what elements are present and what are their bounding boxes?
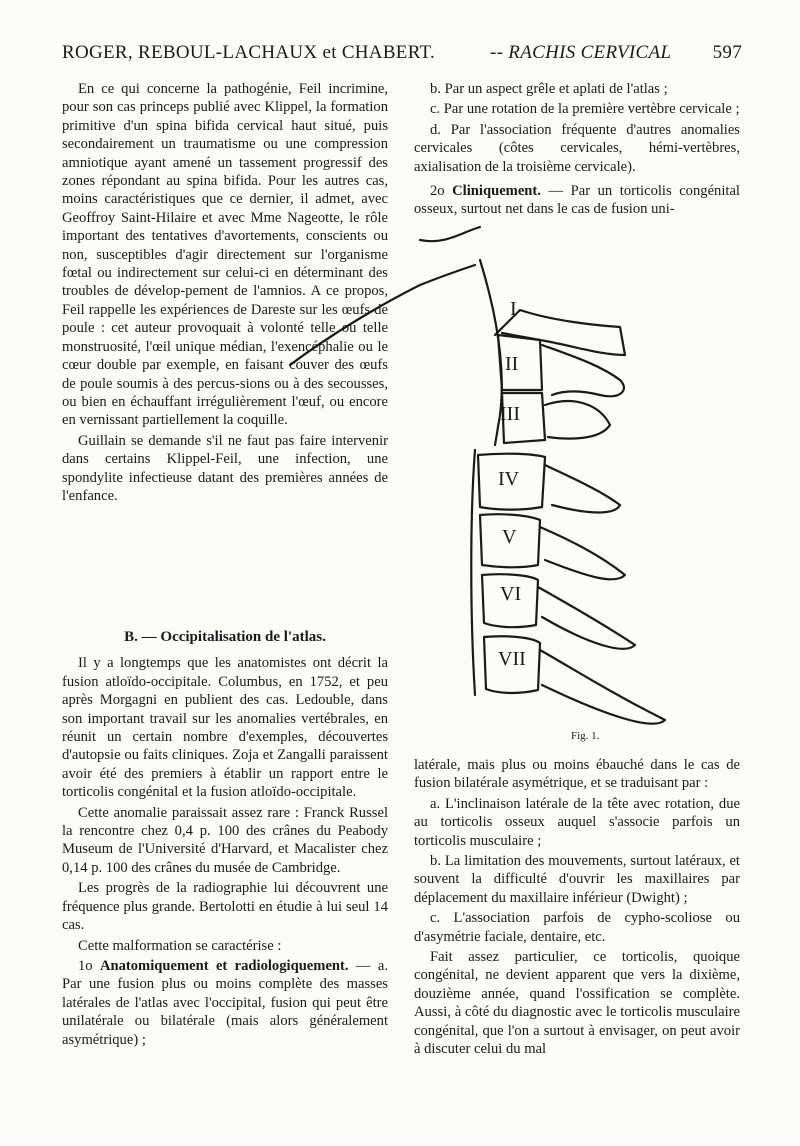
figure-caption: Fig. 1. <box>571 730 600 742</box>
label-c4: IV <box>498 468 520 490</box>
c4-spinous <box>545 465 620 513</box>
paragraph-pathogenie: En ce qui concerne la pathogénie, Feil incrimine, pour son cas princeps publié avec Klippel, la formation primitive d'un spina bifida cervical haut situé, puis secondairement un traumatisme ou une compression amniotique ayant amené un tassement progressif des zones répondant au spina bifida. Pour les autres cas, moins caractéristiques que ce dernier, il admet, avec Geoffroy Saint-Hilaire et avec Mme Nageotte, le rôle important des tentatives d'avortements, conscients ou non, susceptibles d'agir directement sur l'organisme fœtal ou indirectement sur celui-ci en déterminant des troubles de dévelop-pement de l'amnios. A ce propos, Feil rappelle les expériences de Dareste sur les œufs de poule : cet auteur provoquait à volonté telle ou telle monstruosité, l'œil unique médian, l'exencéphalie ou le cœur double par exemple, en faisant couver des œufs de poule soumis à des percus-sions ou à des secousses, ou bien en échauffant irrégulièrement l'œuf, ou encore en vernissant partiellement la coquille. <box>62 81 388 429</box>
label-c2: II <box>505 353 519 375</box>
anatomiquement-heading: Anatomiquement et radiologiquement. <box>99 957 349 974</box>
paragraph-anatomiquement <box>62 957 388 1049</box>
item-d-association: d. Par l'association fréquente d'autres anomalies cervicales (côtes cervicales, hémi-vertèbres, axialisation de la troisième cervicale). <box>414 121 740 175</box>
item-b-atlas: b. Par un aspect grêle et aplati de l'atlas ; <box>430 81 668 97</box>
item-b-limitation: b. La limitation des mouvements, surtout latéraux, et souvent la difficulté d'ouvrir les maxillaires par déplacement du maxillaire inférieur (Dwight) ; <box>414 853 740 906</box>
paragraph-radiographie: Les progrès de la radiographie lui découvrent une fréquence plus grande. Bertolotti en étudie à lui seul 14 cas. <box>62 880 388 934</box>
clinique-text: — Par un torticolis congénital osseux, surtout net dans le cas de fusion uni- <box>414 183 740 218</box>
c7-spinous <box>540 650 665 724</box>
label-c5: V <box>502 526 517 548</box>
c3-spinous <box>545 401 610 438</box>
anatomiquement-number: 1o <box>78 957 93 974</box>
clinique-heading: Cliniquement. <box>452 183 541 200</box>
label-c1: I <box>510 298 517 320</box>
label-c7: VII <box>498 648 526 670</box>
occipital-contour <box>420 227 480 241</box>
c6-spinous <box>538 587 635 649</box>
right-column-top <box>414 80 740 219</box>
paragraph-cliniquement <box>414 182 740 219</box>
right-column-bottom <box>414 756 740 1059</box>
paragraph-anatomistes: Il y a longtemps que les anatomistes ont décrit la fusion atloïdo-occipitale. Columbus, en 1752, et peu après Morgagni en publient des cas. Ledouble, dans son important travail sur les anomalies vertébrales, en réunit un certain nombre d'exemples, découvertes d'autopsie ou faits cliniques. Zoja et Zangalli paraissent avoir été des premiers à établir un rapport entre le torticolis congénital et la fusion atloïdo-occipitale. <box>62 655 388 801</box>
paragraph-laterale: latérale, mais plus ou moins ébauché dans le cas de fusion bilatérale asymétrique, et se traduisant par : <box>414 757 740 792</box>
anterior-border <box>471 450 475 695</box>
label-c3: III <box>500 403 520 425</box>
paragraph-guillain: Guillain se demande s'il ne faut pas faire intervenir dans certains Klippel-Feil, une infection, une spondylite infectieuse datant des premières années de l'enfance. <box>62 432 388 504</box>
paragraph-anomalie-rare: Cette anomalie paraissait assez rare : Franck Russel la rencontre chez 0,4 p. 100 des crânes du Peabody Museum de l'Université d'Harvard, et Macalister chez 0,14 p. 100 des crânes du musée de Cambridge. <box>62 804 388 876</box>
label-c6: VI <box>500 583 522 605</box>
axis-spinous <box>542 345 624 396</box>
left-column-bottom <box>62 620 388 1049</box>
clinique-number: 2o <box>430 183 445 200</box>
page-number: 597 <box>712 42 742 63</box>
mandible-curve <box>290 265 475 365</box>
item-c-rotation: c. Par une rotation de la première vertèbre cervicale ; <box>430 101 740 118</box>
section-heading-occipitalisation: B. — Occipitalisation de l'atlas. <box>124 629 326 645</box>
paragraph-malformation: Cette malformation se caractérise : <box>78 937 282 954</box>
header-authors: ROGER, REBOUL-LACHAUX et CHABERT. <box>62 42 436 63</box>
header-running-title: -- RACHIS CERVICAL <box>490 42 672 63</box>
item-c-cypho-scoliose: c. L'association parfois de cypho-scoliose ou d'asymétrie faciale, dentaire, etc. <box>414 910 740 945</box>
anatomiquement-text: — a. Par une fusion plus ou moins complète des masses latérales de l'atlas avec l'occipital, fusion qui peut être unilatérale ou bilatérale (mais alors généralement asymétrique) ; <box>62 957 388 1048</box>
paragraph-particulier: Fait assez particulier, ce torticolis, quoique congénital, ne devient apparent que vers la dixième, douzième année, quand l'ossification se complète. Aussi, à côté du diagnostic avec le torticolis musculaire congénital, que l'on a surtout à envisager, on peut avoir à discuter celui du mal <box>414 949 740 1058</box>
item-a-inclinaison: a. L'inclinaison latérale de la tête avec rotation, due au torticolis osseux auquel s'associe parfois un torticolis musculaire ; <box>414 795 740 849</box>
c5-spinous <box>540 527 625 579</box>
